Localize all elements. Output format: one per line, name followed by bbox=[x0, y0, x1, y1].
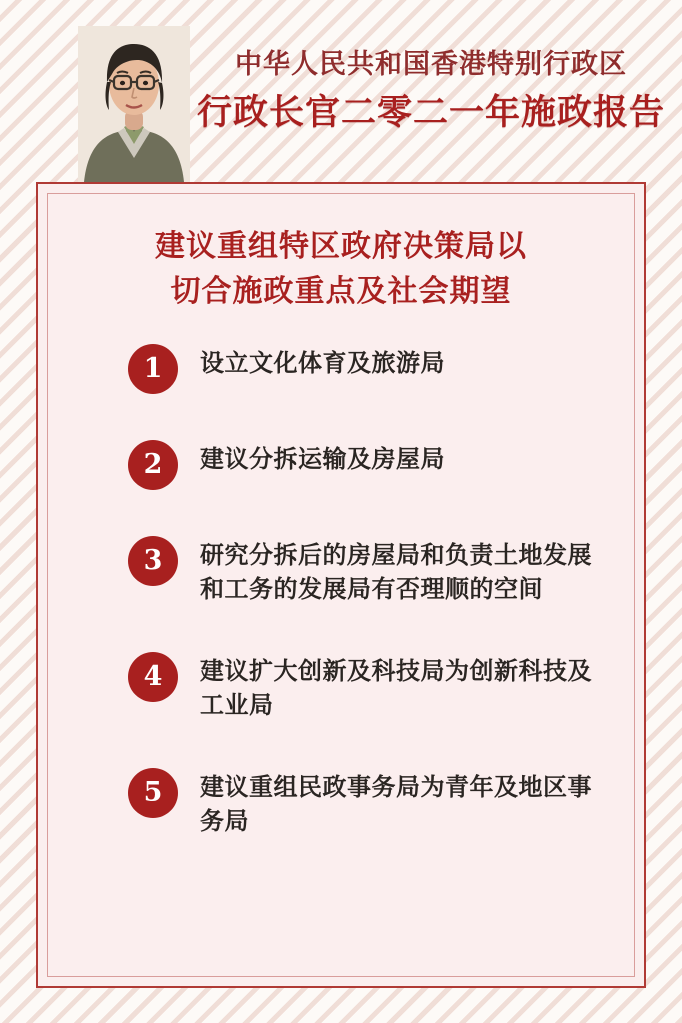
list-item-number-badge: 1 bbox=[128, 344, 178, 394]
portrait-illustration bbox=[78, 26, 190, 182]
list-item-number-badge: 4 bbox=[128, 652, 178, 702]
list-item bbox=[38, 650, 644, 722]
card-heading-line2: 切合施政重点及社会期望 bbox=[170, 274, 512, 309]
poster-header bbox=[0, 0, 682, 182]
list-item-text: 建议扩大创新及科技局为创新科技及工业局 bbox=[200, 656, 592, 720]
content-card bbox=[36, 182, 646, 988]
list-item-text: 建议分拆运输及房屋局 bbox=[200, 444, 445, 473]
card-heading bbox=[78, 224, 604, 314]
header-title-line2: 行政长官二零二一年施政报告 bbox=[196, 91, 665, 133]
list-item-number-badge: 5 bbox=[128, 768, 178, 818]
list-item bbox=[38, 534, 644, 606]
chief-executive-portrait bbox=[78, 26, 190, 182]
list-item bbox=[38, 766, 644, 838]
card-heading-line1: 建议重组特区政府决策局以 bbox=[155, 229, 527, 264]
list-item-text: 设立文化体育及旅游局 bbox=[200, 348, 445, 377]
list-item-number-badge: 3 bbox=[128, 536, 178, 586]
header-title-line1: 中华人民共和国香港特别行政区 bbox=[235, 49, 627, 80]
list-item-text: 研究分拆后的房屋局和负责土地发展和工务的发展局有否理顺的空间 bbox=[200, 540, 592, 604]
bureau-list bbox=[38, 342, 644, 838]
header-title-block bbox=[196, 48, 666, 135]
list-item-text: 建议重组民政事务局为青年及地区事务局 bbox=[200, 772, 592, 836]
list-item bbox=[38, 342, 644, 394]
list-item-number-badge: 2 bbox=[128, 440, 178, 490]
list-item bbox=[38, 438, 644, 490]
